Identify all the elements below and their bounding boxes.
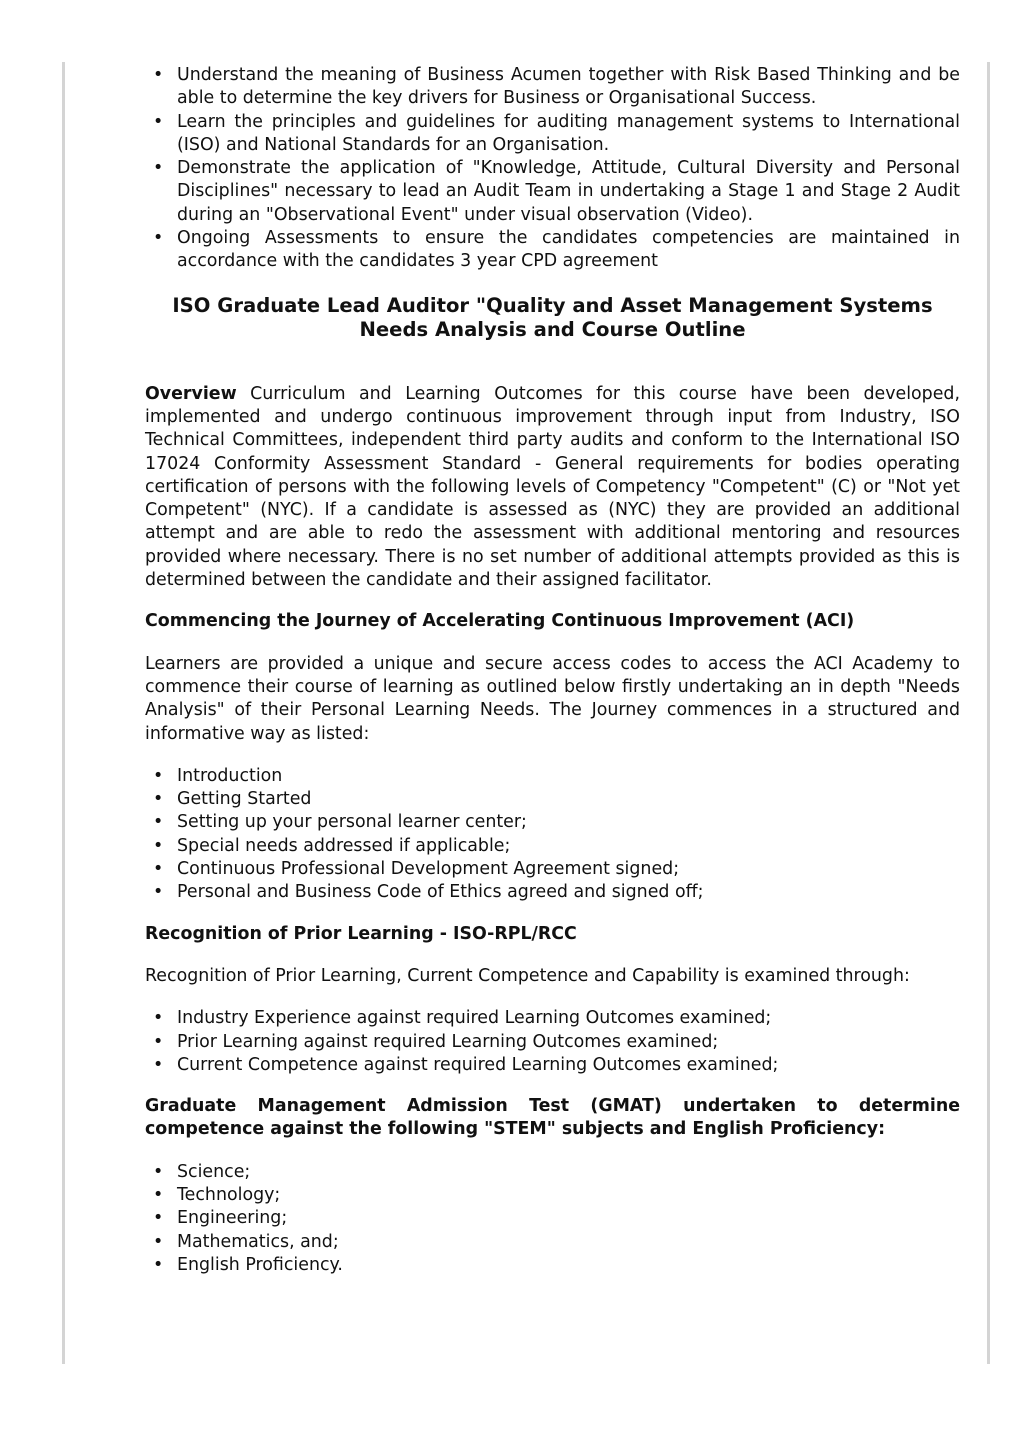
document-content	[145, 62, 960, 1277]
list-item: • Prior Learning against required Learning Outcomes examined;	[145, 1031, 960, 1054]
list-item: • Mathematics, and;	[145, 1231, 960, 1254]
gmat-heading: Graduate Management Admission Test (GMAT) undertaken to determine competence against the following "STEM" subjects and English Proficiency:	[145, 1096, 960, 1140]
bullet-icon: •	[153, 1054, 164, 1075]
intro-bullet-list	[145, 64, 960, 274]
section-title: ISO Graduate Lead Auditor "Quality and Asset Management Systems Needs Analysis and Course Outline	[172, 293, 933, 342]
list-item: • Technology;	[145, 1184, 960, 1207]
bullet-icon: •	[153, 1231, 164, 1252]
list-item: • Ongoing Assessments to ensure the candidates competencies are maintained in accordance with the candidates 3 year CPD agreement	[153, 228, 960, 272]
overview-text: Curriculum and Learning Outcomes for this course have been developed, implemented and undergo continuous improvement through input from Industry, ISO Technical Committees, independent third party audits and conform to the International ISO 17024 Conformity Assessment Standard - General requirements for bodies operating certification of persons with the following levels of Competency "Competent" (C) or "Not yet Competent" (NYC). If a candidate is assessed as (NYC) they are provided an additional attempt and are able to redo the assessment with additional mentoring and resources provided where necessary. There is no set number of additional attempts provided as this is determined between the candidate and their assigned facilitator.	[145, 383, 960, 591]
list-item: • Industry Experience against required Learning Outcomes examined;	[145, 1007, 960, 1030]
list-item: • Learn the principles and guidelines for auditing management systems to International (ISO) and National Standards for an Organisation.	[153, 111, 960, 155]
journey-paragraph: Learners are provided a unique and secure access codes to access the ACI Academy to commence their course of learning as outlined below firstly undertaking an in depth "Needs Analysis" of their Personal Learning Needs. The Journey commences in a structured and informative way as listed:	[145, 653, 960, 744]
gmat-bullet-list	[145, 1161, 960, 1277]
list-item: • Continuous Professional Development Agreement signed;	[145, 858, 960, 881]
journey-heading: Commencing the Journey of Accelerating Continuous Improvement (ACI)	[145, 611, 855, 632]
rpl-paragraph: Recognition of Prior Learning, Current Competence and Capability is examined through:	[145, 965, 910, 986]
list-item: • Personal and Business Code of Ethics agreed and signed off;	[145, 881, 960, 904]
list-item: • Science;	[145, 1161, 960, 1184]
list-item: • Setting up your personal learner center;	[145, 811, 960, 834]
list-item: • English Proficiency.	[145, 1254, 960, 1277]
list-item: • Demonstrate the application of "Knowledge, Attitude, Cultural Diversity and Personal Disciplines" necessary to lead an Audit Team in undertaking a Stage 1 and Stage 2 Audit during an "Observational Event" under visual observation (Video).	[153, 158, 960, 225]
bullet-icon: •	[153, 882, 164, 903]
list-item: • Introduction	[145, 765, 960, 788]
list-item: • Getting Started	[145, 788, 960, 811]
rpl-heading: Recognition of Prior Learning - ISO-RPL/RCC	[145, 923, 577, 944]
bullet-icon: •	[153, 1184, 164, 1205]
journey-bullet-list	[145, 765, 960, 905]
bullet-icon: •	[153, 1161, 164, 1182]
overview-paragraph	[145, 383, 960, 593]
list-item: • Current Competence against required Learning Outcomes examined;	[145, 1054, 960, 1077]
bullet-icon: •	[153, 1208, 164, 1229]
bullet-icon: •	[153, 1008, 164, 1029]
bullet-icon: •	[153, 158, 164, 179]
bullet-icon: •	[153, 1031, 164, 1052]
bullet-icon: •	[153, 835, 164, 856]
bullet-icon: •	[153, 812, 164, 833]
bullet-icon: •	[153, 765, 164, 786]
bullet-icon: •	[153, 1254, 164, 1275]
overview-label: Overview	[145, 383, 237, 404]
bullet-icon: •	[153, 65, 164, 85]
list-item: • Understand the meaning of Business Acumen together with Risk Based Thinking and be able to determine the key drivers for Business or Organisational Success.	[153, 65, 960, 109]
bullet-icon: •	[153, 859, 164, 880]
rpl-bullet-list	[145, 1007, 960, 1077]
bullet-icon: •	[153, 228, 164, 249]
bullet-icon: •	[153, 111, 164, 132]
list-item: • Engineering;	[145, 1207, 960, 1230]
list-item: • Special needs addressed if applicable;	[145, 835, 960, 858]
bullet-icon: •	[153, 789, 164, 810]
